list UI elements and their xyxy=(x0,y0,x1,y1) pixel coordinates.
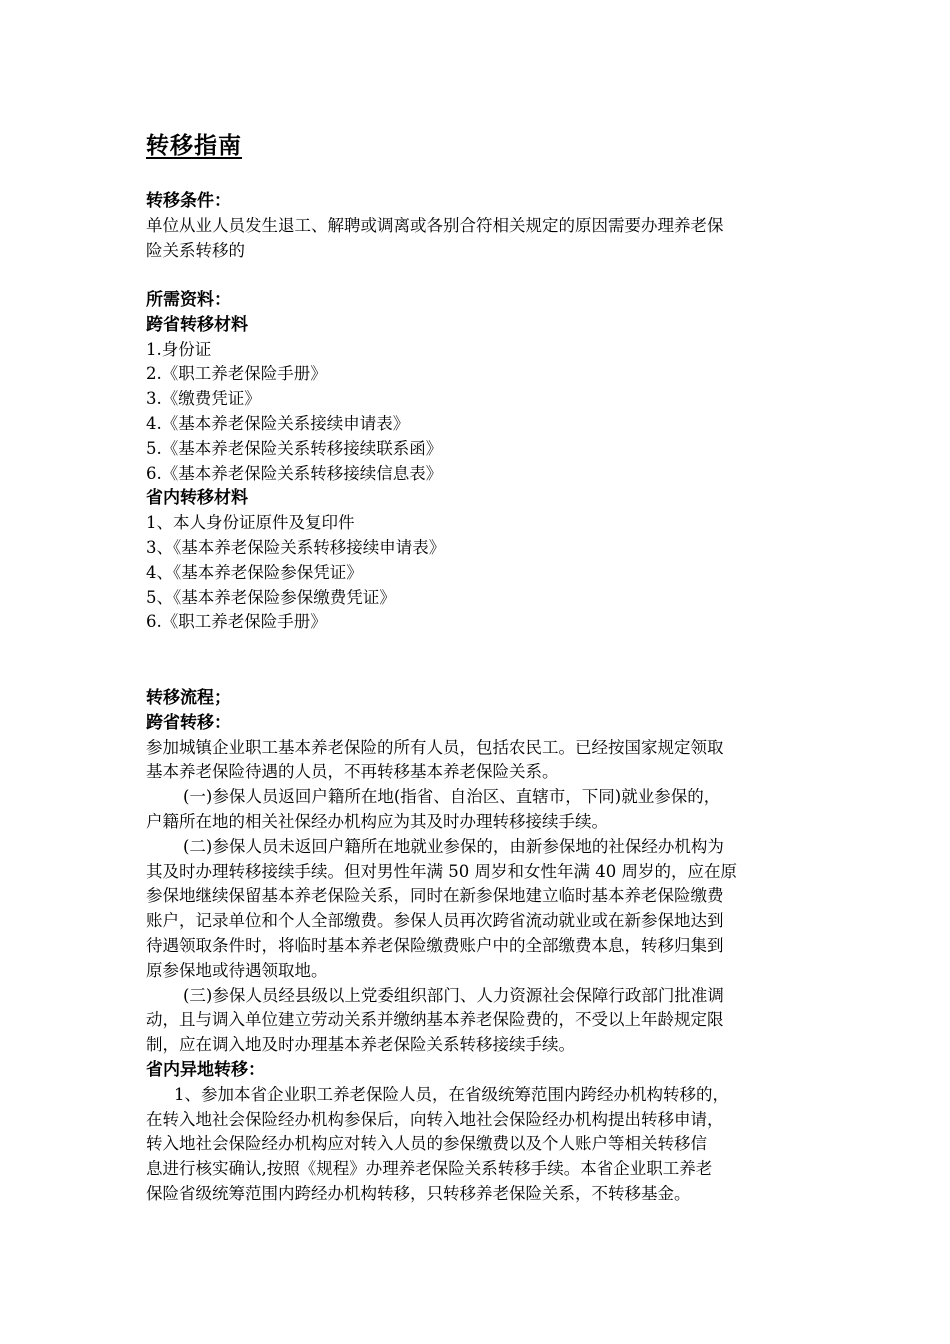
paragraph-line: 待遇领取条件时，将临时基本养老保险缴费账户中的全部缴费本息，转移归集到 xyxy=(146,935,724,955)
paragraph-line: 1、参加本省企业职工养老保险人员，在省级统筹范围内跨经办机构转移的， xyxy=(174,1084,729,1104)
material-item: 1、本人身份证原件及复印件 xyxy=(146,513,355,533)
paragraph-line: 动，且与调入单位建立劳动关系并缴纳基本养老保险费的，不受以上年龄规定限 xyxy=(146,1010,724,1030)
material-item: 4、《基本养老保险参保凭证》 xyxy=(146,562,363,582)
page-title: 转移指南 xyxy=(146,132,242,159)
paragraph-line: 其及时办理转移接续手续。但对男性年满 50 周岁和女性年满 40 周岁的，应在原 xyxy=(146,861,737,881)
material-item: 6.《职工养老保险手册》 xyxy=(146,612,327,632)
conditions-line: 险关系转移的 xyxy=(146,240,245,260)
paragraph-line: 制，应在调入地及时办理基本养老保险关系转移接续手续。 xyxy=(146,1035,575,1055)
in-province-materials-heading: 省内转移材料 xyxy=(146,488,248,509)
process-heading: 转移流程； xyxy=(146,688,231,708)
material-item: 3、《基本养老保险关系转移接续申请表》 xyxy=(146,537,446,557)
paragraph-line: (一)参保人员返回户籍所在地(指省、自治区、直辖市，下同)就业参保的， xyxy=(183,787,721,807)
paragraph-line: 参加城镇企业职工基本养老保险的所有人员，包括农民工。已经按国家规定领取 xyxy=(146,737,724,757)
conditions-heading: 转移条件： xyxy=(146,191,231,211)
material-item: 6.《基本养老保险关系转移接续信息表》 xyxy=(146,463,443,483)
paragraph-line: 参保地继续保留基本养老保险关系，同时在新参保地建立临时基本养老保险缴费 xyxy=(146,886,724,906)
paragraph-line: (二)参保人员未返回户籍所在地就业参保的，由新参保地的社保经办机构为 xyxy=(183,836,724,856)
paragraph-line: 原参保地或待遇领取地。 xyxy=(146,960,328,980)
materials-heading: 所需资料： xyxy=(146,290,231,310)
paragraph-line: 在转入地社会保险经办机构参保后，向转入地社会保险经办机构提出转移申请， xyxy=(146,1109,724,1129)
paragraph-line: 基本养老保险待遇的人员，不再转移基本养老保险关系。 xyxy=(146,762,559,782)
conditions-section xyxy=(146,189,811,263)
paragraph-line: 息进行核实确认,按照《规程》办理养老保险关系转移手续。本省企业职工养老 xyxy=(146,1159,713,1179)
cross-province-process-heading: 跨省转移： xyxy=(146,712,231,733)
conditions-line: 单位从业人员发生退工、解聘或调离或各别合符相关规定的原因需要办理养老保 xyxy=(146,215,724,235)
paragraph-line: 户籍所在地的相关社保经办机构应为其及时办理转移接续手续。 xyxy=(146,811,608,831)
materials-section xyxy=(146,288,811,635)
material-item: 5、《基本养老保险参保缴费凭证》 xyxy=(146,587,396,607)
in-province-process-heading: 省内异地转移： xyxy=(146,1059,265,1080)
material-item: 3.《缴费凭证》 xyxy=(146,389,261,409)
paragraph-line: (三)参保人员经县级以上党委组织部门、人力资源社会保障行政部门批准调 xyxy=(183,985,724,1005)
material-item: 2.《职工养老保险手册》 xyxy=(146,364,327,384)
material-item: 5.《基本养老保险关系转移接续联系函》 xyxy=(146,438,443,458)
material-item: 1.身份证 xyxy=(146,339,212,359)
paragraph-line: 保险省级统筹范围内跨经办机构转移，只转移养老保险关系，不转移基金。 xyxy=(146,1183,691,1203)
paragraph-line: 转入地社会保险经办机构应对转入人员的参保缴费以及个人账户等相关转移信 xyxy=(146,1134,707,1154)
cross-province-materials-heading: 跨省转移材料 xyxy=(146,314,248,335)
material-item: 4.《基本养老保险关系接续申请表》 xyxy=(146,413,410,433)
paragraph-line: 账户，记录单位和个人全部缴费。参保人员再次跨省流动就业或在新参保地达到 xyxy=(146,911,724,931)
process-section xyxy=(146,686,811,1207)
